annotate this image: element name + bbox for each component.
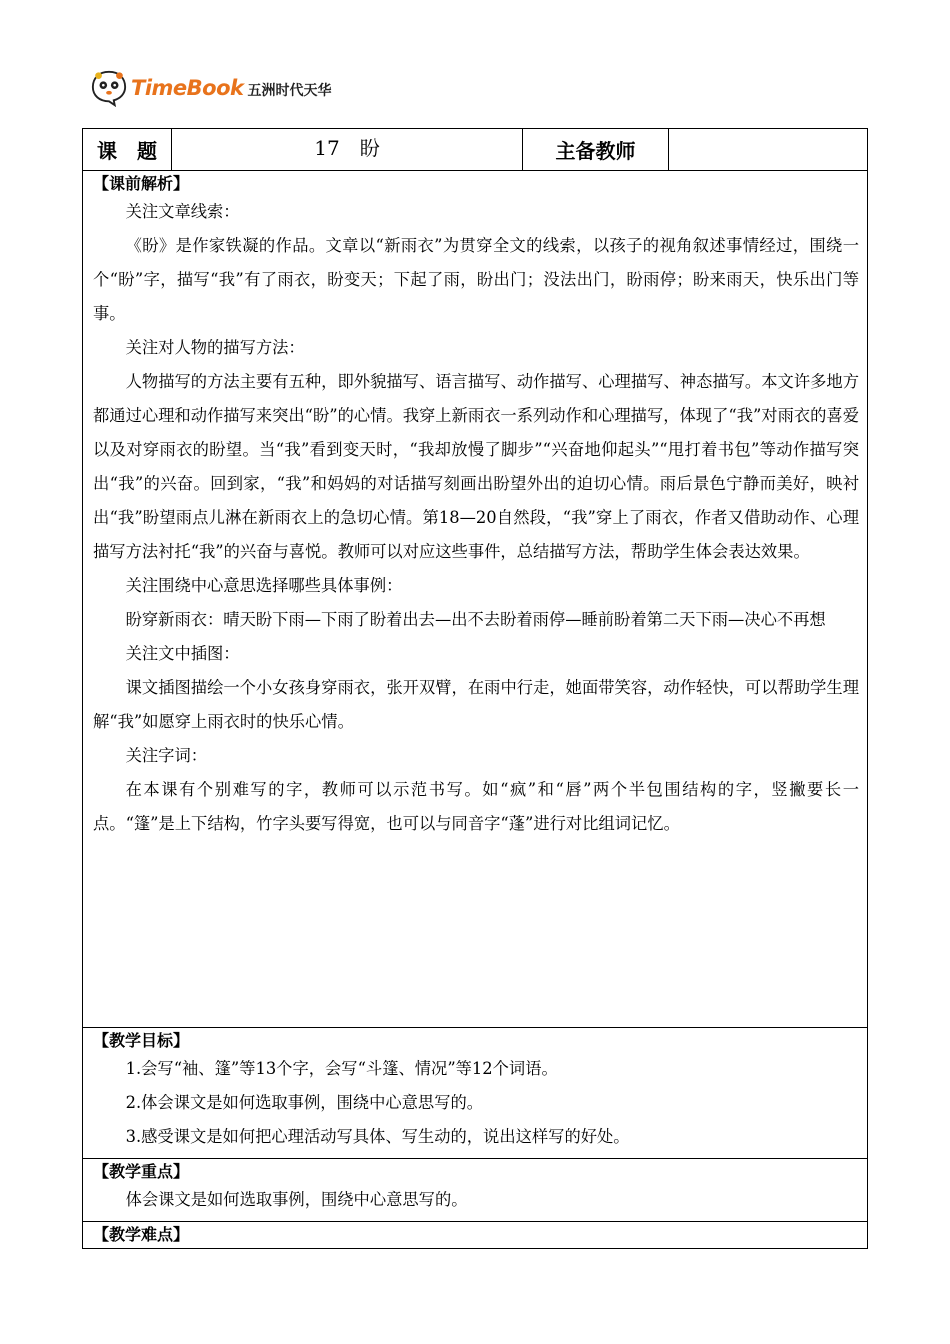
logo <box>90 68 331 108</box>
teaching-goals-section <box>83 1028 867 1159</box>
paragraph: 关注对人物的描写方法： <box>125 338 305 357</box>
paragraph: 盼穿新雨衣：晴天盼下雨—下雨了盼着出去—出不去盼着雨停—睡前盼着第二天下雨—决心不再想 <box>125 610 826 629</box>
lesson-plan-table <box>82 128 868 1249</box>
paragraph: 关注字词： <box>125 746 208 765</box>
teacher-label: 主备教师 <box>523 129 669 170</box>
topic-value: 17 盼 <box>172 129 523 170</box>
paragraph: 课文插图描绘一个小女孩身穿雨衣，张开双臂，在雨中行走，她面带笑容，动作轻快，可以帮助学生理解“我”如愿穿上雨衣时的快乐心情。 <box>93 678 859 731</box>
header-row <box>83 129 867 171</box>
panda-logo-icon <box>90 69 128 107</box>
paragraph: 《盼》是作家铁凝的作品。文章以“新雨衣”为贯穿全文的线索，以孩子的视角叙述事情经过，围绕一个“盼”字，描写“我”有了雨衣，盼变天；下起了雨，盼出门；没法出门，盼雨停；盼来雨天，快乐出门等事。 <box>93 236 859 323</box>
section-title: 【教学重点】 <box>93 1162 190 1181</box>
goal-item: 1.会写“袖、篷”等13个字，会写“斗篷、情况”等12个词语。 <box>125 1059 558 1078</box>
teaching-difficulty-section <box>83 1222 867 1248</box>
topic-label: 课 题 <box>83 129 172 170</box>
paragraph: 人物描写的方法主要有五种，即外貌描写、语言描写、动作描写、心理描写、神态描写。本文许多地方都通过心理和动作描写来突出“盼”的心情。我穿上新雨衣一系列动作和心理描写，体现了“我”对雨衣的喜爱以及对穿雨衣的盼望。当“我”看到变天时，“我却放慢了脚步”“兴奋地仰起头”“甩打着书包”等动作描写突出“我”的兴奋。回到家，“我”和妈妈的对话描写刻画出盼望外出的迫切心情。雨后景色宁静而美好，映衬出“我”盼望雨点儿淋在新雨衣上的急切心情。第18—20自然段，“我”穿上了雨衣，作者又借助动作、心理描写方法衬托“我”的兴奋与喜悦。教师可以对应这些事件，总结描写方法，帮助学生体会表达效果。 <box>93 372 859 561</box>
paragraph: 关注文中插图： <box>125 644 240 663</box>
section-title: 【教学目标】 <box>93 1031 190 1050</box>
section-title: 【课前解析】 <box>93 174 190 193</box>
goal-item: 3.感受课文是如何把心理活动写具体、写生动的，说出这样写的好处。 <box>125 1127 630 1146</box>
focus-text: 体会课文是如何选取事例，围绕中心意思写的。 <box>125 1190 468 1209</box>
teacher-value <box>669 129 867 170</box>
brand-name-cn: 五洲时代天华 <box>247 82 332 99</box>
paragraph: 关注围绕中心意思选择哪些具体事例： <box>125 576 403 595</box>
section-title: 【教学难点】 <box>93 1225 190 1244</box>
teaching-focus-section <box>83 1159 867 1222</box>
pre-class-analysis-section <box>83 171 867 1028</box>
paragraph: 关注文章线索： <box>125 202 240 221</box>
brand-name: TimeBook <box>131 76 244 100</box>
paragraph: 在本课有个别难写的字，教师可以示范书写。如“疯”和“唇”两个半包围结构的字，竖撇要长一点。“篷”是上下结构，竹字头要写得宽，也可以与同音字“蓬”进行对比组词记忆。 <box>93 780 859 833</box>
goal-item: 2.体会课文是如何选取事例，围绕中心意思写的。 <box>125 1093 484 1112</box>
